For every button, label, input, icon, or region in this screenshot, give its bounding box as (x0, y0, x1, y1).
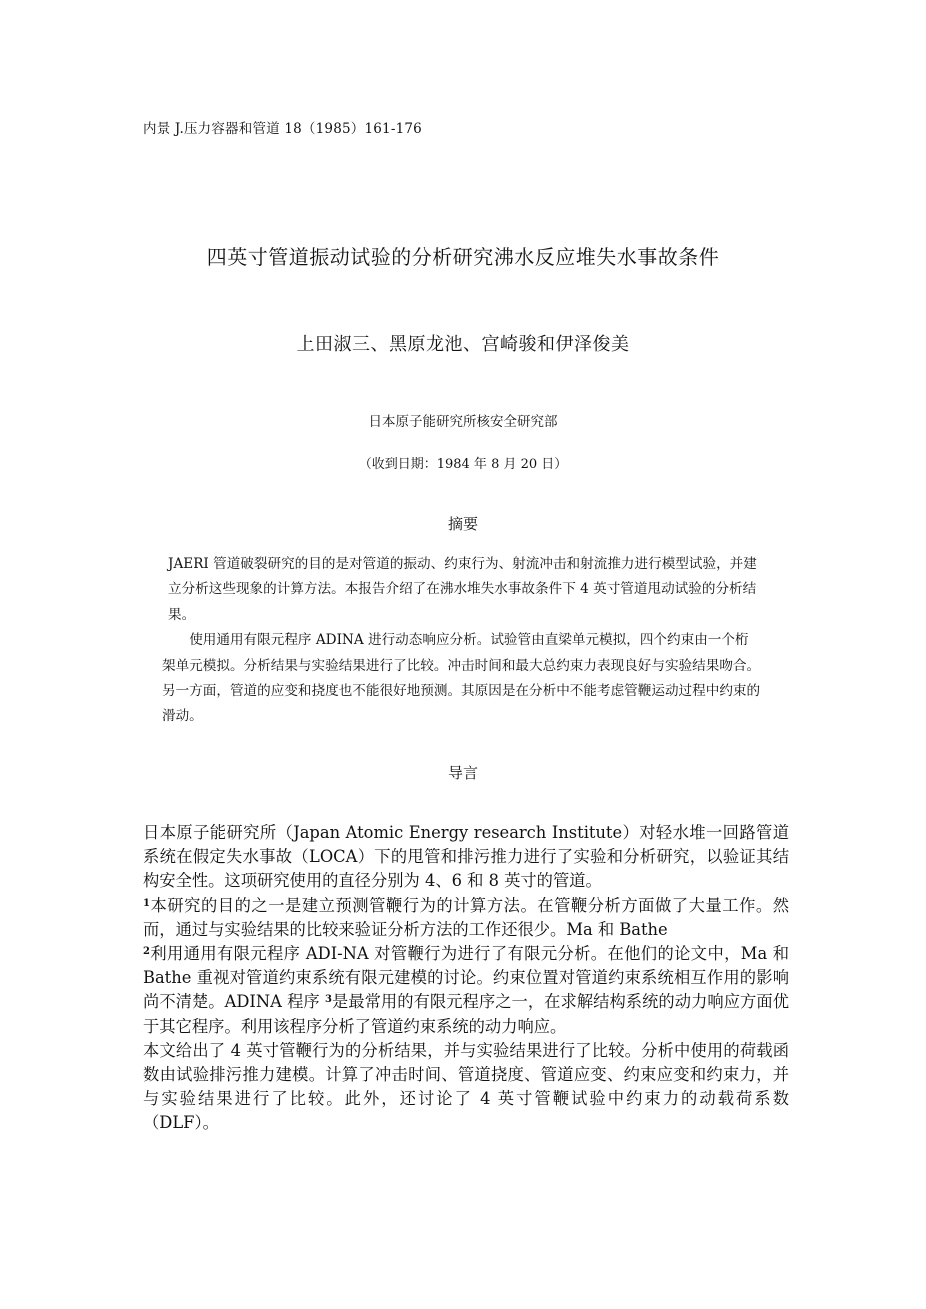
introduction-paragraph-2: 本文给出了 4 英寸管鞭行为的分析结果，并与实验结果进行了比较。分析中使用的荷载函数由试验排污推力建模。计算了冲击时间、管道挠度、管道应变、约束应变和约束力，并与实验结果进行了比较。此外，还讨论了 4 英寸管鞭试验中约束力的动载荷系数（DLF）。 (143, 1040, 789, 1133)
citation-2: 2 (143, 946, 150, 958)
citation-1: 1 (143, 897, 150, 909)
journal-reference: 内景 J.压力容器和管道 18（1985）161-176 (143, 121, 422, 137)
abstract-heading: 摘要 (447, 515, 478, 533)
intro-text-c: 利用通用有限元程序 ADI-NA 对管鞭行为进行了有限元分析。在他们的论文中，Ma 和 Bathe 重视对管道约束系统有限元建模的讨论。约束位置对管道约束系统相互作用的影响尚不清楚。ADINA 程序 (143, 944, 789, 1012)
received-date: （收到日期：1984 年 8 月 20 日） (358, 457, 568, 472)
introduction-paragraph-1 (143, 821, 789, 1039)
intro-text-a: 日本原子能研究所（Japan Atomic Energy research Institute）对轻水堆一回路管道系统在假定失水事故（LOCA）下的甩管和排污推力进行了实验和分析研究，以验证其结构安全性。这项研究使用的直径分别为 4、6 和 8 英寸的管道。 (143, 823, 789, 891)
introduction-body (143, 821, 789, 1136)
author-list: 上田淑三、黑原龙池、宫崎骏和伊泽俊美 (296, 334, 630, 355)
abstract-paragraph-1: JAERI 管道破裂研究的目的是对管道的振动、约束行为、射流冲击和射流推力进行模型试验，并建立分析这些现象的计算方法。本报告介绍了在沸水堆失水事故条件下 4 英寸管道甩动试验的分析结果。 (168, 556, 757, 623)
abstract-body (162, 552, 762, 730)
intro-text-b: 本研究的目的之一是建立预测管鞭行为的计算方法。在管鞭分析方面做了大量工作。然而，通过与实验结果的比较来验证分析方法的工作还很少。Ma 和 Bathe (143, 895, 789, 939)
introduction-heading: 导言 (447, 764, 478, 782)
abstract-paragraph-2: 使用通用有限元程序 ADINA 进行动态响应分析。试验管由直梁单元模拟，四个约束由一个桁架单元模拟。分析结果与实验结果进行了比较。冲击时间和最大总约束力表现良好与实验结果吻合。另一方面，管道的应变和挠度也不能很好地预测。其原因是在分析中不能考虑管鞭运动过程中约束的滑动。 (162, 632, 761, 725)
affiliation: 日本原子能研究所核安全研究部 (368, 414, 558, 430)
citation-3: 3 (324, 994, 332, 1006)
intro-text-d: 是最常用的有限元程序之一，在求解结构系统的动力响应方面优于其它程序。利用该程序分析了管道约束系统的动力响应。 (143, 992, 789, 1036)
paper-title: 四英寸管道振动试验的分析研究沸水反应堆失水事故条件 (206, 245, 720, 269)
